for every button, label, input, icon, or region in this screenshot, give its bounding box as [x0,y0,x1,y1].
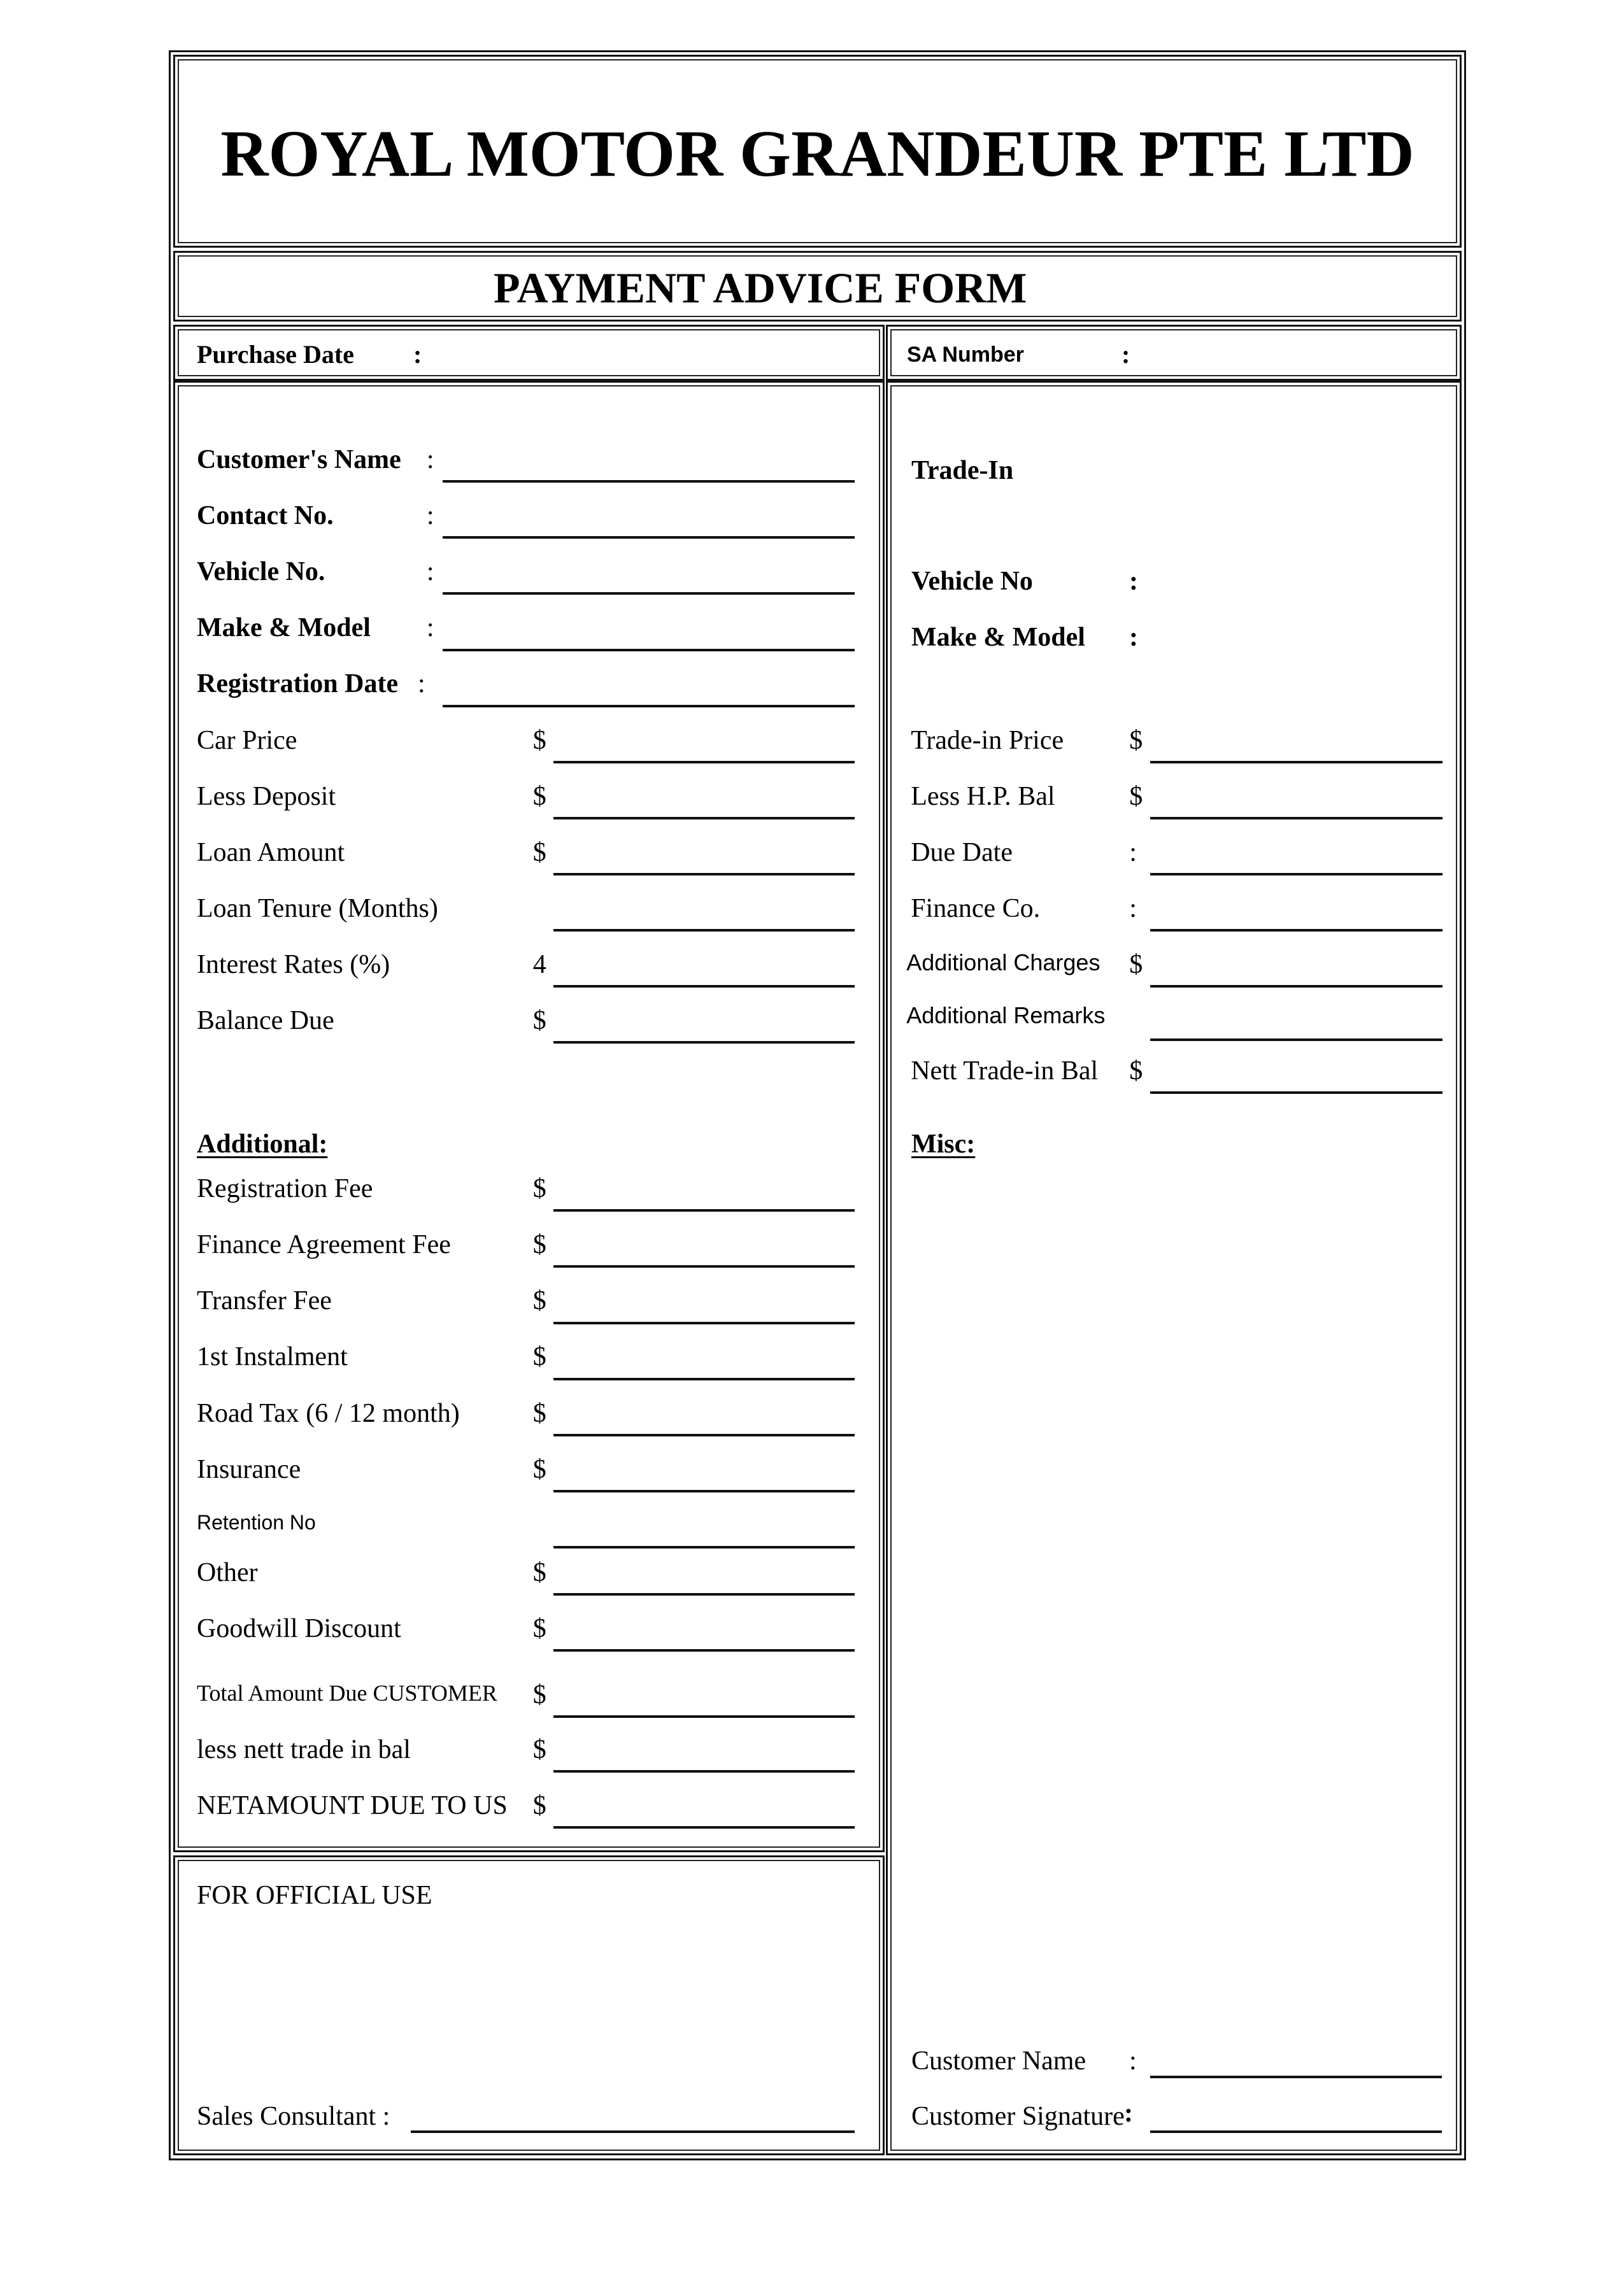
customer-field-label: Customer's Name [197,445,401,475]
additional-field-label: Goodwill Discount [197,1613,401,1643]
sales-consultant-field[interactable] [411,2130,855,2133]
additional-field-input[interactable] [553,1649,855,1652]
additional-field-sep: $ [532,1454,546,1484]
customer-field-label: Vehicle No. [197,557,325,587]
trade-in-field-sep: : [1129,837,1137,867]
sa-number-field[interactable] [1146,342,1446,370]
trade-in-heading: Trade-In [911,456,1014,485]
trade-in-field-input[interactable] [1150,1038,1442,1041]
trade-in-vehicle-no-label: Vehicle No [911,567,1033,596]
trade-in-field-input[interactable] [1150,929,1442,932]
trade-in-field-sep: $ [1129,725,1143,755]
loan-field-label: Loan Tenure (Months) [197,893,438,923]
additional-field-input[interactable] [553,1826,855,1829]
sa-number-colon: : [1122,340,1130,369]
customer-name-field[interactable] [1150,2076,1442,2078]
additional-field-label: Retention No [197,1510,316,1534]
additional-field-label: NETAMOUNT DUE TO US [197,1791,508,1821]
trade-in-field-sep: $ [1129,949,1143,979]
additional-field-input[interactable] [553,1715,855,1718]
additional-field-label: Registration Fee [197,1174,373,1204]
trade-in-field-label: Additional Charges [906,949,1100,975]
customer-field-sep: : [417,669,425,699]
trade-in-field-input[interactable] [1150,817,1442,819]
trade-in-field-input[interactable] [1150,985,1442,988]
customer-field-input[interactable] [443,536,855,539]
trade-in-field-sep: $ [1129,1056,1143,1086]
customer-field-sep: : [426,557,434,587]
additional-field-sep: $ [532,1174,546,1204]
purchase-date-colon: : [413,340,422,369]
loan-field-label: Less Deposit [197,781,336,811]
loan-field-input[interactable] [553,929,855,932]
misc-heading: Misc: [911,1130,976,1159]
customer-field-input[interactable] [443,705,855,707]
additional-field-sep: $ [532,1398,546,1428]
additional-field-label: less nett trade in bal [197,1735,411,1765]
additional-field-input[interactable] [553,1322,855,1324]
additional-field-input[interactable] [553,1593,855,1596]
additional-field-input[interactable] [553,1434,855,1436]
customer-signature-field[interactable] [1150,2130,1442,2133]
customer-field-input[interactable] [443,592,855,595]
customer-field-sep: : [426,501,434,531]
additional-field-input[interactable] [553,1770,855,1773]
customer-signature-sep: : [1124,2099,1133,2128]
trade-in-vehicle-no-sep: : [1129,567,1138,596]
additional-field-label: Total Amount Due CUSTOMER [197,1680,497,1706]
customer-field-label: Make & Model [197,613,371,643]
customer-name-sep: : [1129,2046,1137,2076]
customer-field-input[interactable] [443,480,855,483]
trade-in-field-input[interactable] [1150,873,1442,875]
customer-field-sep: : [426,445,434,475]
additional-field-sep: $ [532,1680,546,1710]
additional-field-label: Finance Agreement Fee [197,1230,451,1260]
customer-signature-label: Customer Signature [911,2102,1125,2131]
loan-field-input[interactable] [553,817,855,819]
trade-in-field-sep: : [1129,893,1137,923]
additional-field-sep: $ [532,1613,546,1643]
loan-field-sep: 4 [532,949,546,979]
loan-field-label: Car Price [197,725,297,755]
trade-in-field-label: Less H.P. Bal [911,781,1055,811]
customer-field-label: Contact No. [197,501,334,531]
additional-field-label: Other [197,1557,258,1587]
additional-field-sep: $ [532,1230,546,1260]
additional-field-input[interactable] [553,1546,855,1548]
trade-in-field-label: Finance Co. [911,893,1041,923]
trade-in-make-model-sep: : [1129,623,1138,652]
additional-field-sep: $ [532,1342,546,1372]
additional-field-sep: $ [532,1791,546,1821]
loan-field-sep: $ [532,837,546,867]
trade-in-field-label: Trade-in Price [911,725,1064,755]
additional-heading: Additional: [197,1130,328,1159]
trade-in-field-input[interactable] [1150,1091,1442,1094]
official-use-heading: FOR OFFICIAL USE [197,1881,432,1910]
additional-field-sep: $ [532,1286,546,1316]
trade-in-field-label: Due Date [911,837,1013,867]
loan-field-label: Loan Amount [197,837,345,867]
customer-name-label: Customer Name [911,2046,1086,2076]
loan-field-sep: $ [532,781,546,811]
additional-field-input[interactable] [553,1209,855,1212]
additional-field-input[interactable] [553,1378,855,1380]
trade-in-field-sep: $ [1129,781,1143,811]
company-name: ROYAL MOTOR GRANDEUR PTE LTD [220,117,1414,190]
additional-field-sep: $ [532,1735,546,1765]
form-title: PAYMENT ADVICE FORM [494,264,1027,312]
sales-consultant-label: Sales Consultant : [197,2102,390,2131]
additional-field-label: Road Tax (6 / 12 month) [197,1398,460,1428]
loan-field-label: Interest Rates (%) [197,949,390,979]
loan-field-input[interactable] [553,1041,855,1044]
additional-field-input[interactable] [553,1265,855,1268]
additional-field-label: 1st Instalment [197,1342,348,1372]
trade-in-field-label: Additional Remarks [906,1002,1106,1029]
purchase-date-label: Purchase Date [197,340,354,369]
customer-field-input[interactable] [443,649,855,651]
trade-in-field-input[interactable] [1150,761,1442,763]
customer-field-sep: : [426,613,434,643]
customer-field-label: Registration Date [197,669,399,699]
loan-field-label: Balance Due [197,1005,334,1035]
purchase-date-field[interactable] [439,342,860,370]
loan-field-sep: $ [532,725,546,755]
additional-field-sep: $ [532,1557,546,1587]
loan-field-sep: $ [532,1005,546,1035]
loan-field-input[interactable] [553,873,855,875]
trade-in-make-model-label: Make & Model [911,623,1085,652]
loan-field-input[interactable] [553,985,855,988]
additional-field-label: Insurance [197,1454,301,1484]
additional-field-input[interactable] [553,1490,855,1492]
trade-in-field-label: Nett Trade-in Bal [911,1056,1099,1086]
loan-field-input[interactable] [553,761,855,763]
additional-field-label: Transfer Fee [197,1286,332,1316]
sa-number-label: SA Number [907,343,1024,367]
